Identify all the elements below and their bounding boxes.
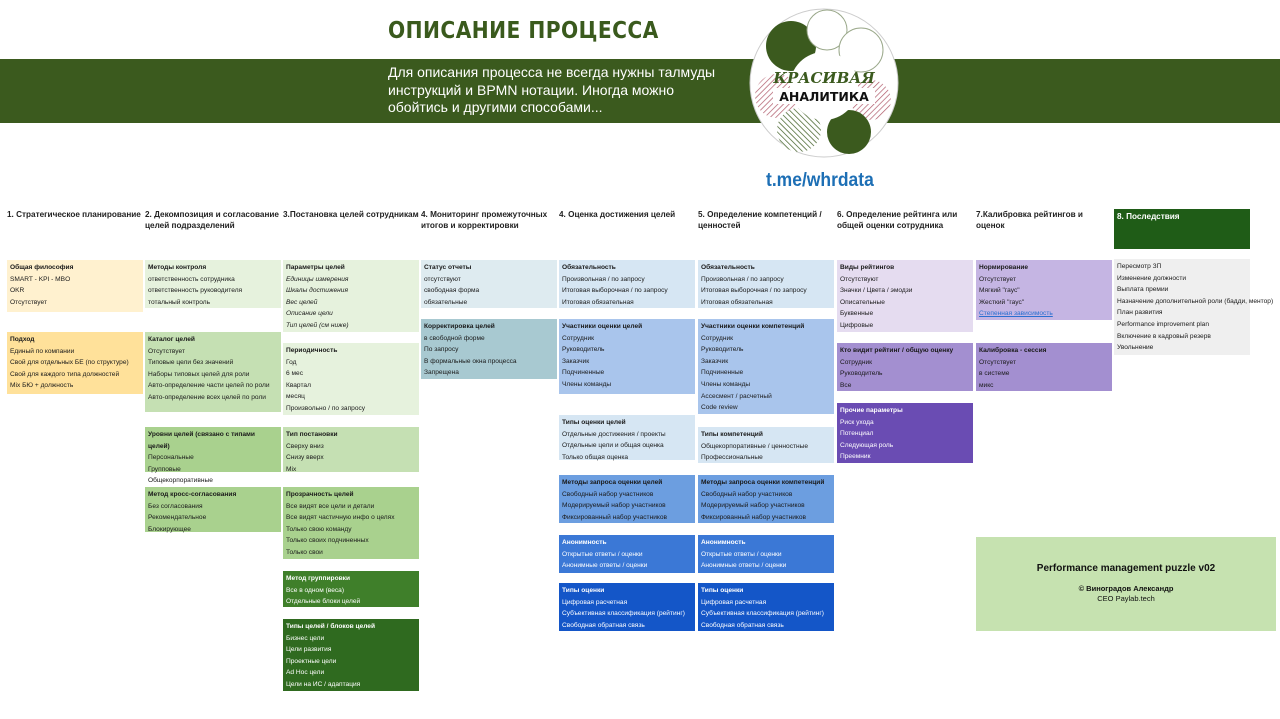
- process-block: [837, 343, 973, 391]
- process-block: [421, 260, 557, 308]
- block-title: Калибровка - сессия: [979, 347, 1047, 354]
- block-item: Отсутствуют: [840, 275, 879, 283]
- block-item: Буквенные: [840, 310, 874, 318]
- block-item: Свободная обратная связь: [562, 621, 645, 629]
- block-item: Подчиненные: [701, 369, 744, 377]
- block-item: Типовые цели без значений: [148, 359, 234, 367]
- block-item: 6 мес: [286, 370, 303, 378]
- block-item: Члены команды: [562, 380, 612, 388]
- block-item: Сотрудник: [562, 334, 595, 342]
- process-block: [7, 332, 143, 394]
- block-item: Выплата премии: [1117, 286, 1169, 294]
- block-item: микс: [979, 381, 994, 389]
- block-title: Типы целей / блоков целей: [286, 623, 376, 630]
- process-block: [283, 571, 419, 607]
- process-block: [145, 260, 281, 308]
- block-item: Отсутствует: [10, 298, 47, 306]
- block-item: Только своих подчиненных: [286, 537, 369, 545]
- column-header: 4. Оценка достижения целей: [559, 210, 676, 219]
- block-item: Итоговая обязательная: [562, 298, 634, 306]
- block-item: Мягкий "гаус": [979, 287, 1020, 295]
- block-item: Отдельные блоки целей: [286, 598, 361, 606]
- process-block: [283, 343, 419, 415]
- block-title: Статус отчеты: [424, 264, 472, 271]
- block-item: месяц: [286, 393, 305, 401]
- block-item: Все: [840, 381, 852, 389]
- block-item: Свободный набор участников: [701, 490, 793, 498]
- process-block: [837, 260, 973, 332]
- block-title: Прозрачность целей: [286, 491, 354, 498]
- block-item: Снизу вверх: [286, 454, 324, 462]
- process-block: [283, 427, 419, 472]
- block-item: Все в одном (веса): [286, 586, 345, 594]
- block-item: Отдельные достижения / проекты: [562, 430, 666, 438]
- block-item: Профессиональные: [701, 454, 763, 462]
- block-item: Без согласования: [148, 502, 203, 510]
- block-item: Рекомендательное: [148, 514, 207, 522]
- block-item: в свободной форме: [424, 334, 485, 342]
- block-item: отсутствуют: [424, 275, 461, 283]
- block-item: Только свои: [286, 548, 323, 556]
- block-item: Сотрудник: [701, 334, 734, 342]
- block-title: Кто видит рейтинг / общую оценку: [840, 347, 954, 354]
- subtitle-line: инструкций и BPMN нотации. Иногда можно: [388, 81, 675, 98]
- block-item: Заказчик: [701, 357, 729, 365]
- page-title: ОПИСАНИЕ ПРОЦЕССА: [388, 18, 659, 44]
- block-item: Риск ухода: [840, 418, 874, 426]
- block-item: Открытые ответы / оценки: [562, 550, 643, 558]
- block-item: Цели развития: [286, 646, 332, 654]
- block-title: Типы оценки: [701, 587, 744, 594]
- block-item: Ad Hoc цели: [286, 669, 325, 677]
- block-title: Обязательность: [701, 264, 755, 271]
- process-block: [559, 583, 695, 631]
- block-item: Открытые ответы / оценки: [701, 550, 782, 558]
- column-header: 1. Стратегическое планирование: [7, 210, 141, 219]
- block-item: Запрещена: [424, 369, 459, 377]
- logo-wordmark: [772, 69, 875, 104]
- block-title: Обязательность: [562, 264, 616, 271]
- block-item: Единицы измерения: [286, 275, 349, 283]
- block-item: Модерируемый набор участников: [562, 502, 666, 510]
- block-item: свободная форма: [424, 287, 480, 295]
- process-block: [559, 319, 695, 394]
- block-item: Описание цели: [286, 310, 333, 318]
- block-item: Сверху вниз: [286, 442, 324, 450]
- block-item: Только свою команду: [286, 525, 352, 533]
- block-title: Уровни целей (связано с типами целей): [148, 431, 255, 450]
- block-item: План развития: [1117, 309, 1163, 317]
- process-block: [7, 260, 143, 312]
- block-item: Проектные цели: [286, 657, 337, 665]
- block-item: Авто-определение всех целей по роли: [148, 393, 266, 401]
- block-item: Ассесмент / расчетный: [701, 392, 772, 400]
- credit-title: Performance management puzzle v02: [1036, 563, 1216, 574]
- block-item: По запросу: [424, 346, 459, 354]
- block-item: Изменение должности: [1117, 274, 1187, 282]
- process-block: [559, 415, 695, 460]
- block-title: Типы оценки: [562, 587, 605, 594]
- process-block: [283, 260, 419, 332]
- block-item: Performance improvement plan: [1117, 320, 1209, 328]
- process-block: [145, 487, 281, 532]
- process-block: [145, 427, 281, 485]
- block-item: Code review: [701, 404, 738, 412]
- block-item: Блокирующее: [148, 525, 191, 533]
- process-block: [698, 319, 834, 414]
- block-item: Описательные: [840, 298, 885, 306]
- block-item: Шкалы достижения: [286, 287, 348, 295]
- block-title: Подход: [10, 336, 35, 343]
- block-item: Итоговая выборочная / по запросу: [701, 287, 807, 295]
- block-item: Тип целей (см ниже): [286, 321, 349, 329]
- credit-box: [976, 537, 1276, 631]
- process-block: [837, 403, 973, 463]
- block-item: Члены команды: [701, 380, 751, 388]
- credit-author: © Виноградов Александр: [1078, 584, 1174, 593]
- subtitle-line: Для описания процесса не всегда нужны талмуды: [388, 64, 716, 80]
- block-item: Субъективная классификация (рейтинг): [701, 610, 824, 618]
- block-title: Анонимность: [701, 539, 746, 546]
- block-item: Фиксированный набор участников: [701, 513, 807, 521]
- block-item: Фиксированный набор участников: [562, 513, 668, 521]
- brand-logo: [749, 8, 899, 158]
- column-header: 2. Декомпозиция и согласование целей подразделений: [145, 210, 279, 230]
- block-item: Общекорпоративные / ценностные: [701, 442, 809, 450]
- block-item: Руководитель: [840, 370, 883, 378]
- block-item: тотальный контроль: [148, 298, 211, 306]
- process-block: [698, 475, 834, 523]
- block-item: Произвольно / по запросу: [286, 404, 366, 412]
- block-item: Отсутствует: [148, 347, 185, 355]
- block-item: Анонимные ответы / оценки: [562, 562, 648, 570]
- block-item: Единый по компании: [10, 347, 75, 355]
- block-item: Персональные: [148, 454, 194, 462]
- process-block: [559, 260, 695, 308]
- block-item: OKR: [10, 287, 25, 295]
- block-title: Методы запроса оценки компетенций: [701, 479, 825, 486]
- block-item: Все видят все цели и детали: [286, 502, 375, 510]
- block-item: Все видят частичную инфо о целях: [286, 514, 395, 522]
- block-item: Общекорпоративные: [148, 477, 213, 485]
- block-title: Участники оценки компетенций: [701, 323, 805, 330]
- block-item: В формальные окна процесса: [424, 357, 517, 365]
- block-item: Отсутствует: [979, 275, 1016, 283]
- process-block: [976, 343, 1112, 391]
- block-item: Произвольная / по запросу: [701, 275, 784, 283]
- process-block: [559, 475, 695, 523]
- process-block: [145, 332, 281, 412]
- block-title: Общая философия: [10, 264, 74, 271]
- logo-text-bottom: АНАЛИТИКА: [779, 89, 869, 104]
- block-item: Групповые: [148, 465, 181, 473]
- block-title: Тип постановки: [286, 431, 338, 438]
- block-item: Назначение дополнительной роли (бадди, ментор): [1117, 297, 1274, 305]
- block-item: Итоговая обязательная: [701, 298, 773, 306]
- block-item: Отсутствует: [979, 358, 1016, 366]
- block-item: Только общая оценка: [562, 453, 629, 461]
- block-item: Бизнес цели: [286, 634, 325, 642]
- block-title: Методы запроса оценки целей: [562, 479, 663, 486]
- telegram-link[interactable]: t.me/whrdata: [766, 170, 874, 191]
- block-item: Жесткий "гаус": [979, 298, 1025, 306]
- block-item: Цифровые: [840, 321, 874, 329]
- block-item: ответственность руководителя: [148, 287, 243, 295]
- block-item: Вес целей: [286, 298, 318, 306]
- block-item[interactable]: Степенная зависимость: [979, 310, 1053, 318]
- process-block: [698, 427, 834, 463]
- block-item: в системе: [979, 370, 1010, 378]
- block-title: Корректировка целей: [424, 323, 495, 330]
- block-item: Значки / Цвета / эмодзи: [840, 287, 913, 295]
- process-block: [976, 260, 1112, 320]
- column-header: 8. Последствия: [1114, 209, 1250, 249]
- block-item: Руководитель: [562, 346, 605, 354]
- block-item: Свободный набор участников: [562, 490, 654, 498]
- block-title: Нормирование: [979, 264, 1029, 271]
- block-item: Сотрудник: [840, 358, 873, 366]
- column-header: 6. Определение рейтинга или общей оценки сотрудника: [837, 210, 958, 230]
- block-item: Включение в кадровый резерв: [1117, 332, 1211, 340]
- block-item: Потенциал: [840, 430, 874, 438]
- block-title: Параметры целей: [286, 264, 345, 271]
- process-block: [698, 260, 834, 308]
- block-item: Следующая роль: [840, 441, 894, 449]
- block-item: Пересмотр ЗП: [1117, 263, 1162, 270]
- block-item: Преемник: [840, 453, 871, 461]
- block-title: Прочие параметры: [840, 407, 903, 414]
- block-title: Метод группировки: [286, 575, 351, 582]
- block-item: Авто-определение части целей по роли: [148, 382, 270, 390]
- process-block: [1114, 259, 1274, 355]
- block-item: Модерируемый набор участников: [701, 502, 805, 510]
- block-item: Mix: [286, 465, 297, 473]
- block-item: Цифровая расчетная: [562, 598, 628, 606]
- block-item: Руководитель: [701, 346, 744, 354]
- block-item: Отдельные цели и общая оценка: [562, 442, 664, 450]
- block-item: Подчиненные: [562, 369, 605, 377]
- block-title: Метод кросс-согласования: [148, 491, 237, 498]
- process-block: [421, 319, 557, 379]
- block-title: Анонимность: [562, 539, 607, 546]
- column-header: 5. Определение компетенций / ценностей: [698, 210, 822, 230]
- block-item: Год: [286, 358, 297, 366]
- block-item: Квартал: [286, 381, 311, 389]
- header-subtitle: [388, 64, 748, 117]
- block-item: Mix БЮ + должность: [10, 382, 74, 390]
- logo-text-top: КРАСИВАЯ: [773, 69, 875, 87]
- process-block: [698, 535, 834, 573]
- block-title: Периодичность: [286, 347, 338, 354]
- block-item: SMART - KPI - MBO: [10, 275, 71, 283]
- process-block: [283, 619, 419, 691]
- block-item: обязательные: [424, 298, 468, 306]
- block-item: Произвольная / по запросу: [562, 275, 645, 283]
- block-item: Свой для отдельных БЕ (по структуре): [10, 359, 129, 367]
- block-title: Типы компетенций: [701, 431, 763, 438]
- block-title: Каталог целей: [148, 336, 195, 343]
- block-item: ответственность сотрудника: [148, 275, 235, 283]
- block-item: Цели на ИС / адаптация: [286, 680, 361, 688]
- block-item: Анонимные ответы / оценки: [701, 562, 787, 570]
- column-header: 7.Калибровка рейтингов и оценок: [976, 210, 1083, 230]
- block-title: Методы контроля: [148, 264, 207, 271]
- block-title: Участники оценки целей: [562, 323, 643, 330]
- process-block: [559, 535, 695, 573]
- process-block: [283, 487, 419, 559]
- subtitle-line: обойтись и другими способами...: [388, 99, 603, 115]
- block-item: Наборы типовых целей для роли: [148, 370, 250, 378]
- block-item: Свободная обратная связь: [701, 621, 784, 629]
- block-item: Заказчик: [562, 357, 590, 365]
- column-header: 3.Постановка целей сотрудникам: [283, 210, 419, 219]
- column-header: 4. Мониторинг промежуточных итогов и корректировки: [421, 210, 548, 230]
- process-block: [698, 583, 834, 631]
- credit-role: CEO Paylab.tech: [1097, 594, 1155, 603]
- block-item: Цифровая расчетная: [701, 598, 767, 606]
- block-title: Типы оценки целей: [562, 419, 626, 426]
- block-item: Свой для каждого типа должностей: [10, 370, 120, 378]
- block-item: Итоговая выборочная / по запросу: [562, 287, 668, 295]
- block-item: Увольнение: [1117, 344, 1154, 352]
- block-title: Виды рейтингов: [840, 264, 895, 271]
- block-item: Субъективная классификация (рейтинг): [562, 610, 685, 618]
